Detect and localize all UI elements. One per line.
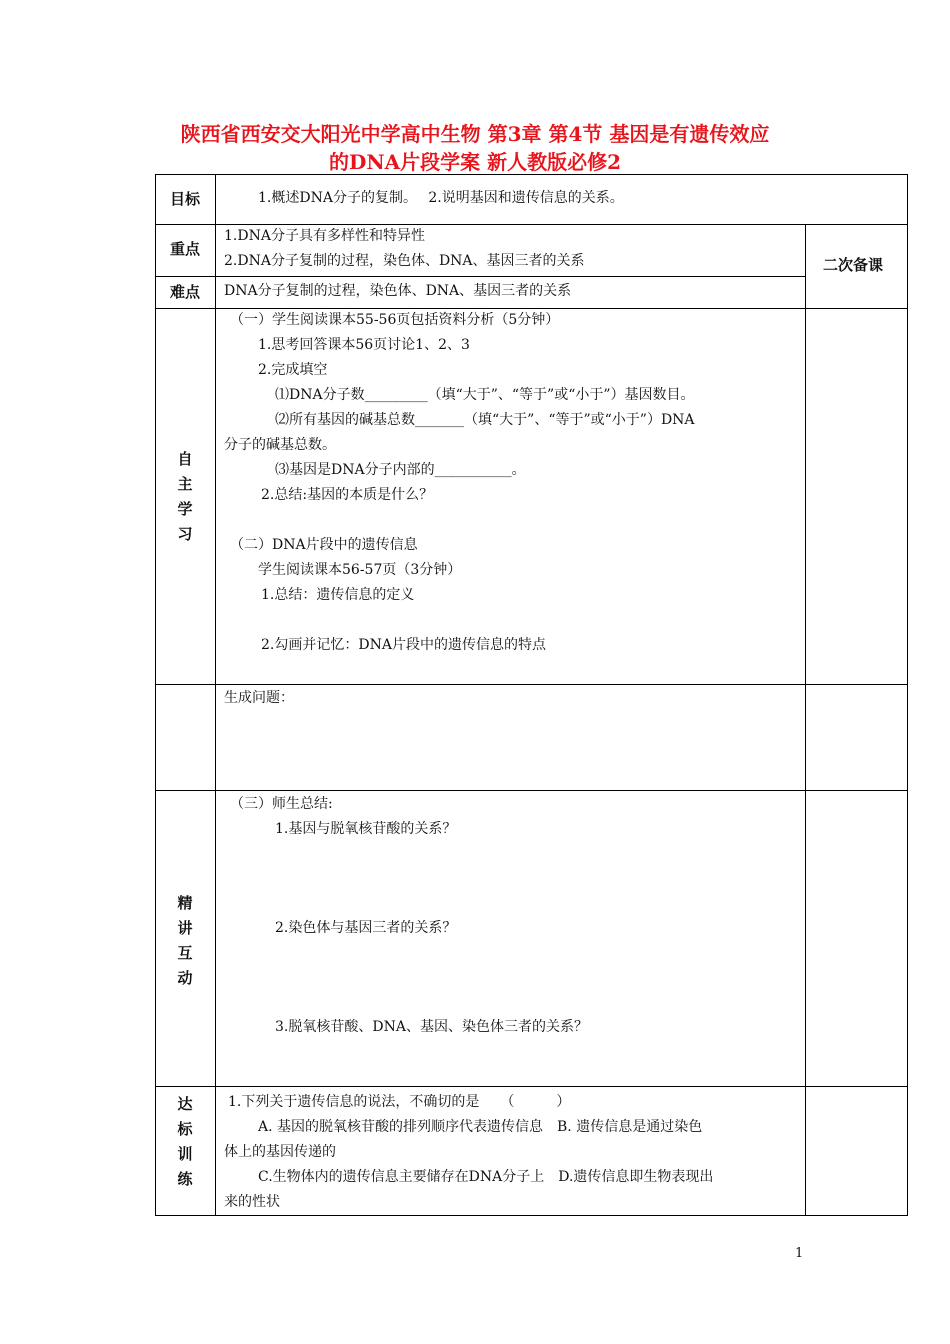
key-line-1: 1.DNA分子具有多样性和特异性: [224, 228, 425, 244]
practice-label: 达 标 训 练: [177, 1095, 193, 1188]
second-prep-header: 二次备课: [823, 256, 884, 274]
self-study-label: 自 主 学 习: [177, 450, 193, 543]
self-study-line: 1.总结：遗传信息的定义: [261, 587, 415, 603]
fill-blank-2-cont: 分子的碱基总数。: [224, 437, 336, 453]
title-line-2: 的DNA片段学案 新人教版必修2: [328, 150, 622, 174]
practice-option-line: A. 基因的脱氧核苷酸的排列顺序代表遗传信息 B. 遗传信息是通过染色: [258, 1119, 703, 1135]
key-label: 重点: [169, 240, 200, 258]
fill-blank-1: ⑴DNA分子数_________（填“大于”、“等于”或“小于”）基因数目。: [275, 387, 695, 403]
practice-option-line: 来的性状: [224, 1194, 280, 1210]
self-study-line: 2.完成填空: [258, 362, 328, 378]
page-number: 1: [795, 1246, 804, 1261]
difficult-text: DNA分子复制的过程，染色体、DNA、基因三者的关系: [224, 283, 572, 299]
self-study-line: 1.思考回答课本56页讨论1、2、3: [258, 337, 470, 353]
fill-blank-3: ⑶基因是DNA分子内部的___________。: [275, 462, 526, 478]
self-study-line: 2.勾画并记忆：DNA片段中的遗传信息的特点: [261, 637, 546, 653]
lecture-line: （三）师生总结:: [230, 796, 333, 812]
goal-text: 1.概述DNA分子的复制。 2.说明基因和遗传信息的关系。: [258, 190, 624, 206]
title-line-1: 陕西省西安交大阳光中学高中生物 第3章 第4节 基因是有遗传效应: [180, 122, 770, 146]
self-study-line: （二）DNA片段中的遗传信息: [230, 537, 418, 553]
self-study-line: （一）学生阅读课本55-56页包括资料分析（5分钟）: [230, 312, 560, 328]
goal-label: 目标: [169, 190, 200, 208]
practice-option-line: 体上的基因传递的: [224, 1144, 336, 1160]
self-study-line: 学生阅读课本56-57页（3分钟）: [258, 562, 462, 578]
generated-questions-label: 生成问题：: [224, 690, 294, 706]
practice-question: 1.下列关于遗传信息的说法，不确切的是 （ ）: [228, 1094, 571, 1110]
difficult-label: 难点: [169, 283, 200, 301]
fill-blank-2: ⑵所有基因的碱基总数_______（填“大于”、“等于”或“小于”）DNA: [275, 412, 695, 428]
lecture-line: 2.染色体与基因三者的关系？: [275, 920, 457, 936]
lecture-line: 3.脱氧核苷酸、DNA、基因、染色体三者的关系？: [275, 1019, 588, 1035]
document-title: [100, 120, 850, 176]
lecture-label: 精 讲 互 动: [177, 894, 193, 987]
self-study-line: 2.总结:基因的本质是什么？: [261, 487, 434, 503]
key-line-2: 2.DNA分子复制的过程，染色体、DNA、基因三者的关系: [224, 253, 585, 269]
lecture-line: 1.基因与脱氧核苷酸的关系？: [275, 821, 457, 837]
practice-option-line: C.生物体内的遗传信息主要储存在DNA分子上 D.遗传信息即生物表现出: [258, 1169, 714, 1185]
